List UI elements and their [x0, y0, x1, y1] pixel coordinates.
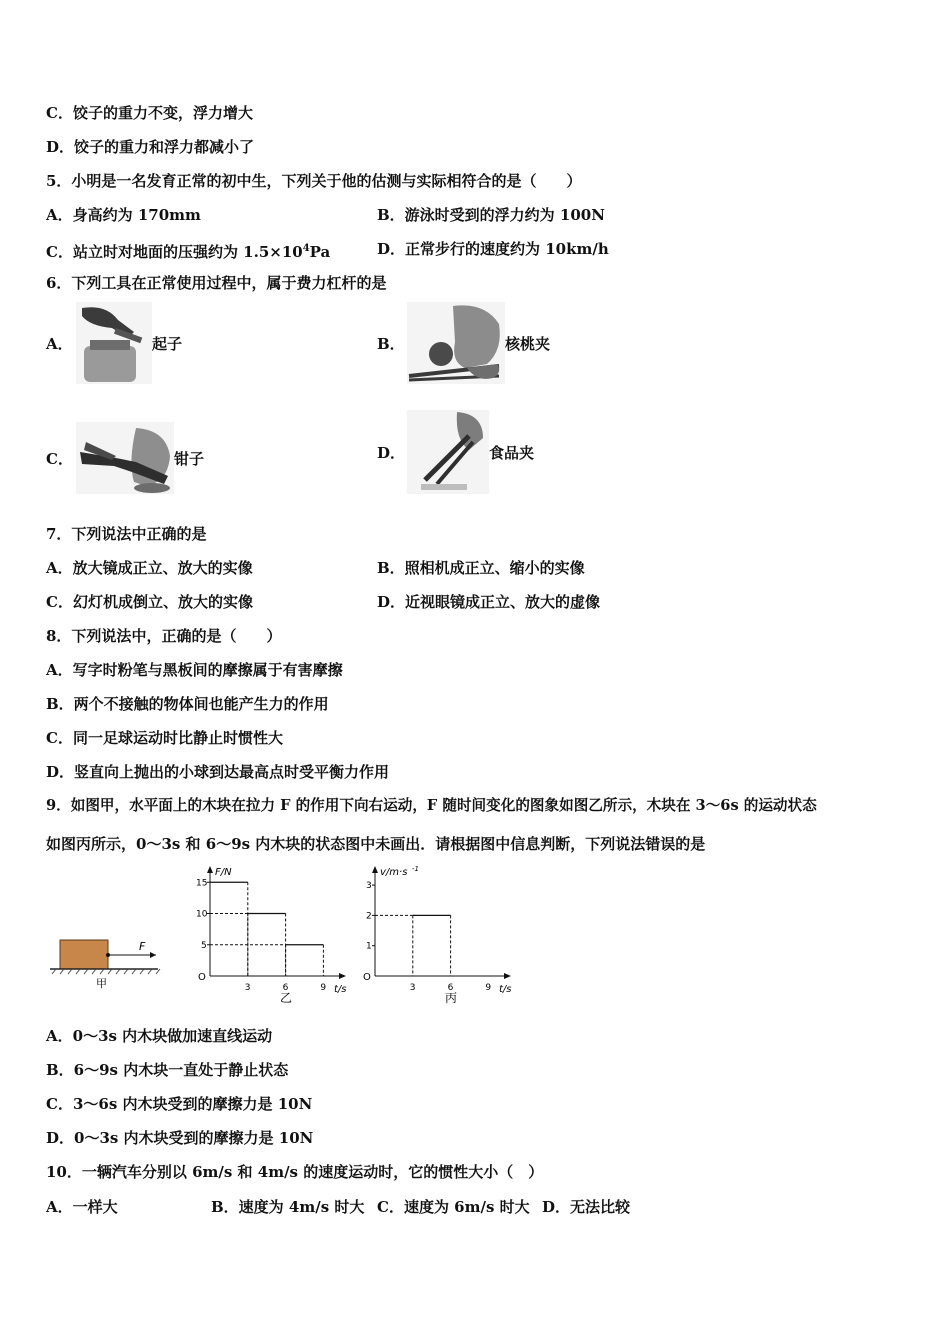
- bing-x-arrow: [504, 973, 511, 979]
- q5-option-c: [46, 239, 330, 262]
- yi-y-tick-15: 15: [196, 878, 208, 889]
- q9-option-c: C．3～6s 内木块受到的摩擦力是 10N: [46, 1095, 313, 1113]
- pliers-image: [76, 422, 174, 494]
- bing-y-tick-1: 1: [366, 941, 372, 952]
- q7-option-d: D．近视眼镜成正立、放大的虚像: [377, 593, 601, 611]
- yi-x-tick-6: 6: [282, 983, 289, 993]
- q5-option-d: D．正常步行的速度约为 10km/h: [377, 240, 609, 258]
- q10-stem: 10．一辆汽车分别以 6m/s 和 4m/s 的速度运动时，它的惯性大小（ ）: [46, 1163, 544, 1181]
- q5-stem: 5．小明是一名发育正常的初中生，下列关于他的估测与实际相符合的是（ ）: [46, 172, 582, 190]
- q6-option-d-name: 食品夹: [489, 443, 535, 462]
- q6-option-a-name: 起子: [152, 334, 183, 353]
- q8-option-c: C．同一足球运动时比静止时惯性大: [46, 729, 283, 747]
- q10-option-c: C．速度为 6m/s 时大: [377, 1198, 530, 1216]
- q5-option-a: A．身高约为 170mm: [46, 206, 201, 224]
- yi-y-arrow: [207, 866, 213, 873]
- q10-option-d: D．无法比较: [542, 1198, 631, 1216]
- q5-option-c-text: C．站立时对地面的压强约为 1.5×10: [46, 243, 303, 261]
- yi-origin: O: [198, 972, 206, 983]
- q6-option-b: [377, 302, 550, 384]
- wood-block: [60, 940, 108, 969]
- bottle-opener-image: [76, 302, 152, 384]
- yi-y-tick-5: 5: [201, 940, 207, 951]
- figure-jia-caption: 甲: [96, 977, 107, 990]
- q7-stem: 7．下列说法中正确的是: [46, 525, 207, 543]
- q4-option-d: D．饺子的重力和浮力都减小了: [46, 138, 255, 156]
- q9-option-d: D．0～3s 内木块受到的摩擦力是 10N: [46, 1129, 314, 1147]
- bing-x-tick-9: 9: [485, 983, 492, 993]
- yi-y-label: F/N: [215, 867, 232, 878]
- q5-option-b: B．游泳时受到的浮力约为 100N: [377, 206, 605, 224]
- bing-caption: 丙: [445, 991, 458, 1005]
- q9-option-a: A．0～3s 内木块做加速直线运动: [46, 1027, 273, 1045]
- q7-option-c: C．幻灯机成倒立、放大的实像: [46, 593, 253, 611]
- q9-option-b: B．6～9s 内木块一直处于静止状态: [46, 1061, 289, 1079]
- q5-option-c-unit: Pa: [309, 243, 331, 261]
- bing-x-tick-3: 3: [409, 983, 416, 993]
- bing-x-label: t/s: [499, 984, 512, 995]
- q6-option-a: [46, 302, 182, 384]
- q8-option-d: D．竖直向上抛出的小球到达最高点时受平衡力作用: [46, 763, 390, 781]
- yi-x-arrow: [339, 973, 346, 979]
- q7-option-a: A．放大镜成正立、放大的实像: [46, 559, 253, 577]
- nutcracker-image: [407, 302, 505, 384]
- q6-option-c: [46, 422, 204, 494]
- q9-stem-line2: 如图丙所示，0～3s 和 6～9s 内木块的状态图中未画出．请根据图中信息判断，下列说法错误的是: [46, 835, 706, 853]
- bing-x-tick-6: 6: [447, 983, 454, 993]
- q10-option-a: A．一样大: [46, 1198, 118, 1216]
- q6-option-b-name: 核桃夹: [505, 334, 551, 353]
- q5-option-c-exponent: 4: [302, 243, 310, 254]
- figure-yi-chart: [190, 866, 350, 1006]
- bing-y-tick-3: 3: [366, 881, 372, 892]
- q8-option-b: B．两个不接触的物体间也能产生力的作用: [46, 695, 329, 713]
- q6-option-d-label: D．: [377, 443, 406, 462]
- bing-y-label-sup: -1: [412, 866, 419, 873]
- figure-jia: [46, 930, 162, 992]
- yi-x-label: t/s: [334, 984, 347, 995]
- q6-option-c-name: 钳子: [174, 449, 205, 468]
- q8-option-a: A．写字时粉笔与黑板间的摩擦属于有害摩擦: [46, 661, 343, 679]
- q4-option-c: C．饺子的重力不变，浮力增大: [46, 104, 253, 122]
- q8-stem: 8．下列说法中，正确的是（ ）: [46, 627, 282, 645]
- bing-y-tick-2: 2: [366, 911, 372, 922]
- bing-y-arrow: [372, 866, 378, 873]
- force-label: F: [139, 940, 146, 953]
- figure-bing-chart: [355, 866, 515, 1006]
- q7-option-b: B．照相机成正立、缩小的实像: [377, 559, 585, 577]
- q9-stem-line1: 9．如图甲，水平面上的木块在拉力 F 的作用下向右运动，F 随时间变化的图象如图乙所示，木块在 3～6s 的运动状态: [46, 797, 817, 814]
- yi-x-tick-9: 9: [320, 983, 327, 993]
- food-tongs-image: [407, 410, 489, 494]
- yi-caption: 乙: [280, 991, 293, 1005]
- bing-origin: O: [363, 972, 371, 983]
- yi-y-tick-10: 10: [196, 909, 208, 920]
- q6-stem: 6．下列工具在正常使用过程中，属于费力杠杆的是: [46, 274, 387, 292]
- q6-option-c-label: C．: [46, 449, 73, 468]
- q6-option-b-label: B．: [377, 334, 405, 353]
- q6-option-d: [377, 410, 534, 494]
- yi-x-tick-3: 3: [244, 983, 251, 993]
- q6-option-a-label: A．: [46, 334, 73, 353]
- bing-y-label: v/m·s: [380, 867, 408, 878]
- q10-option-b: B．速度为 4m/s 时大: [211, 1198, 365, 1216]
